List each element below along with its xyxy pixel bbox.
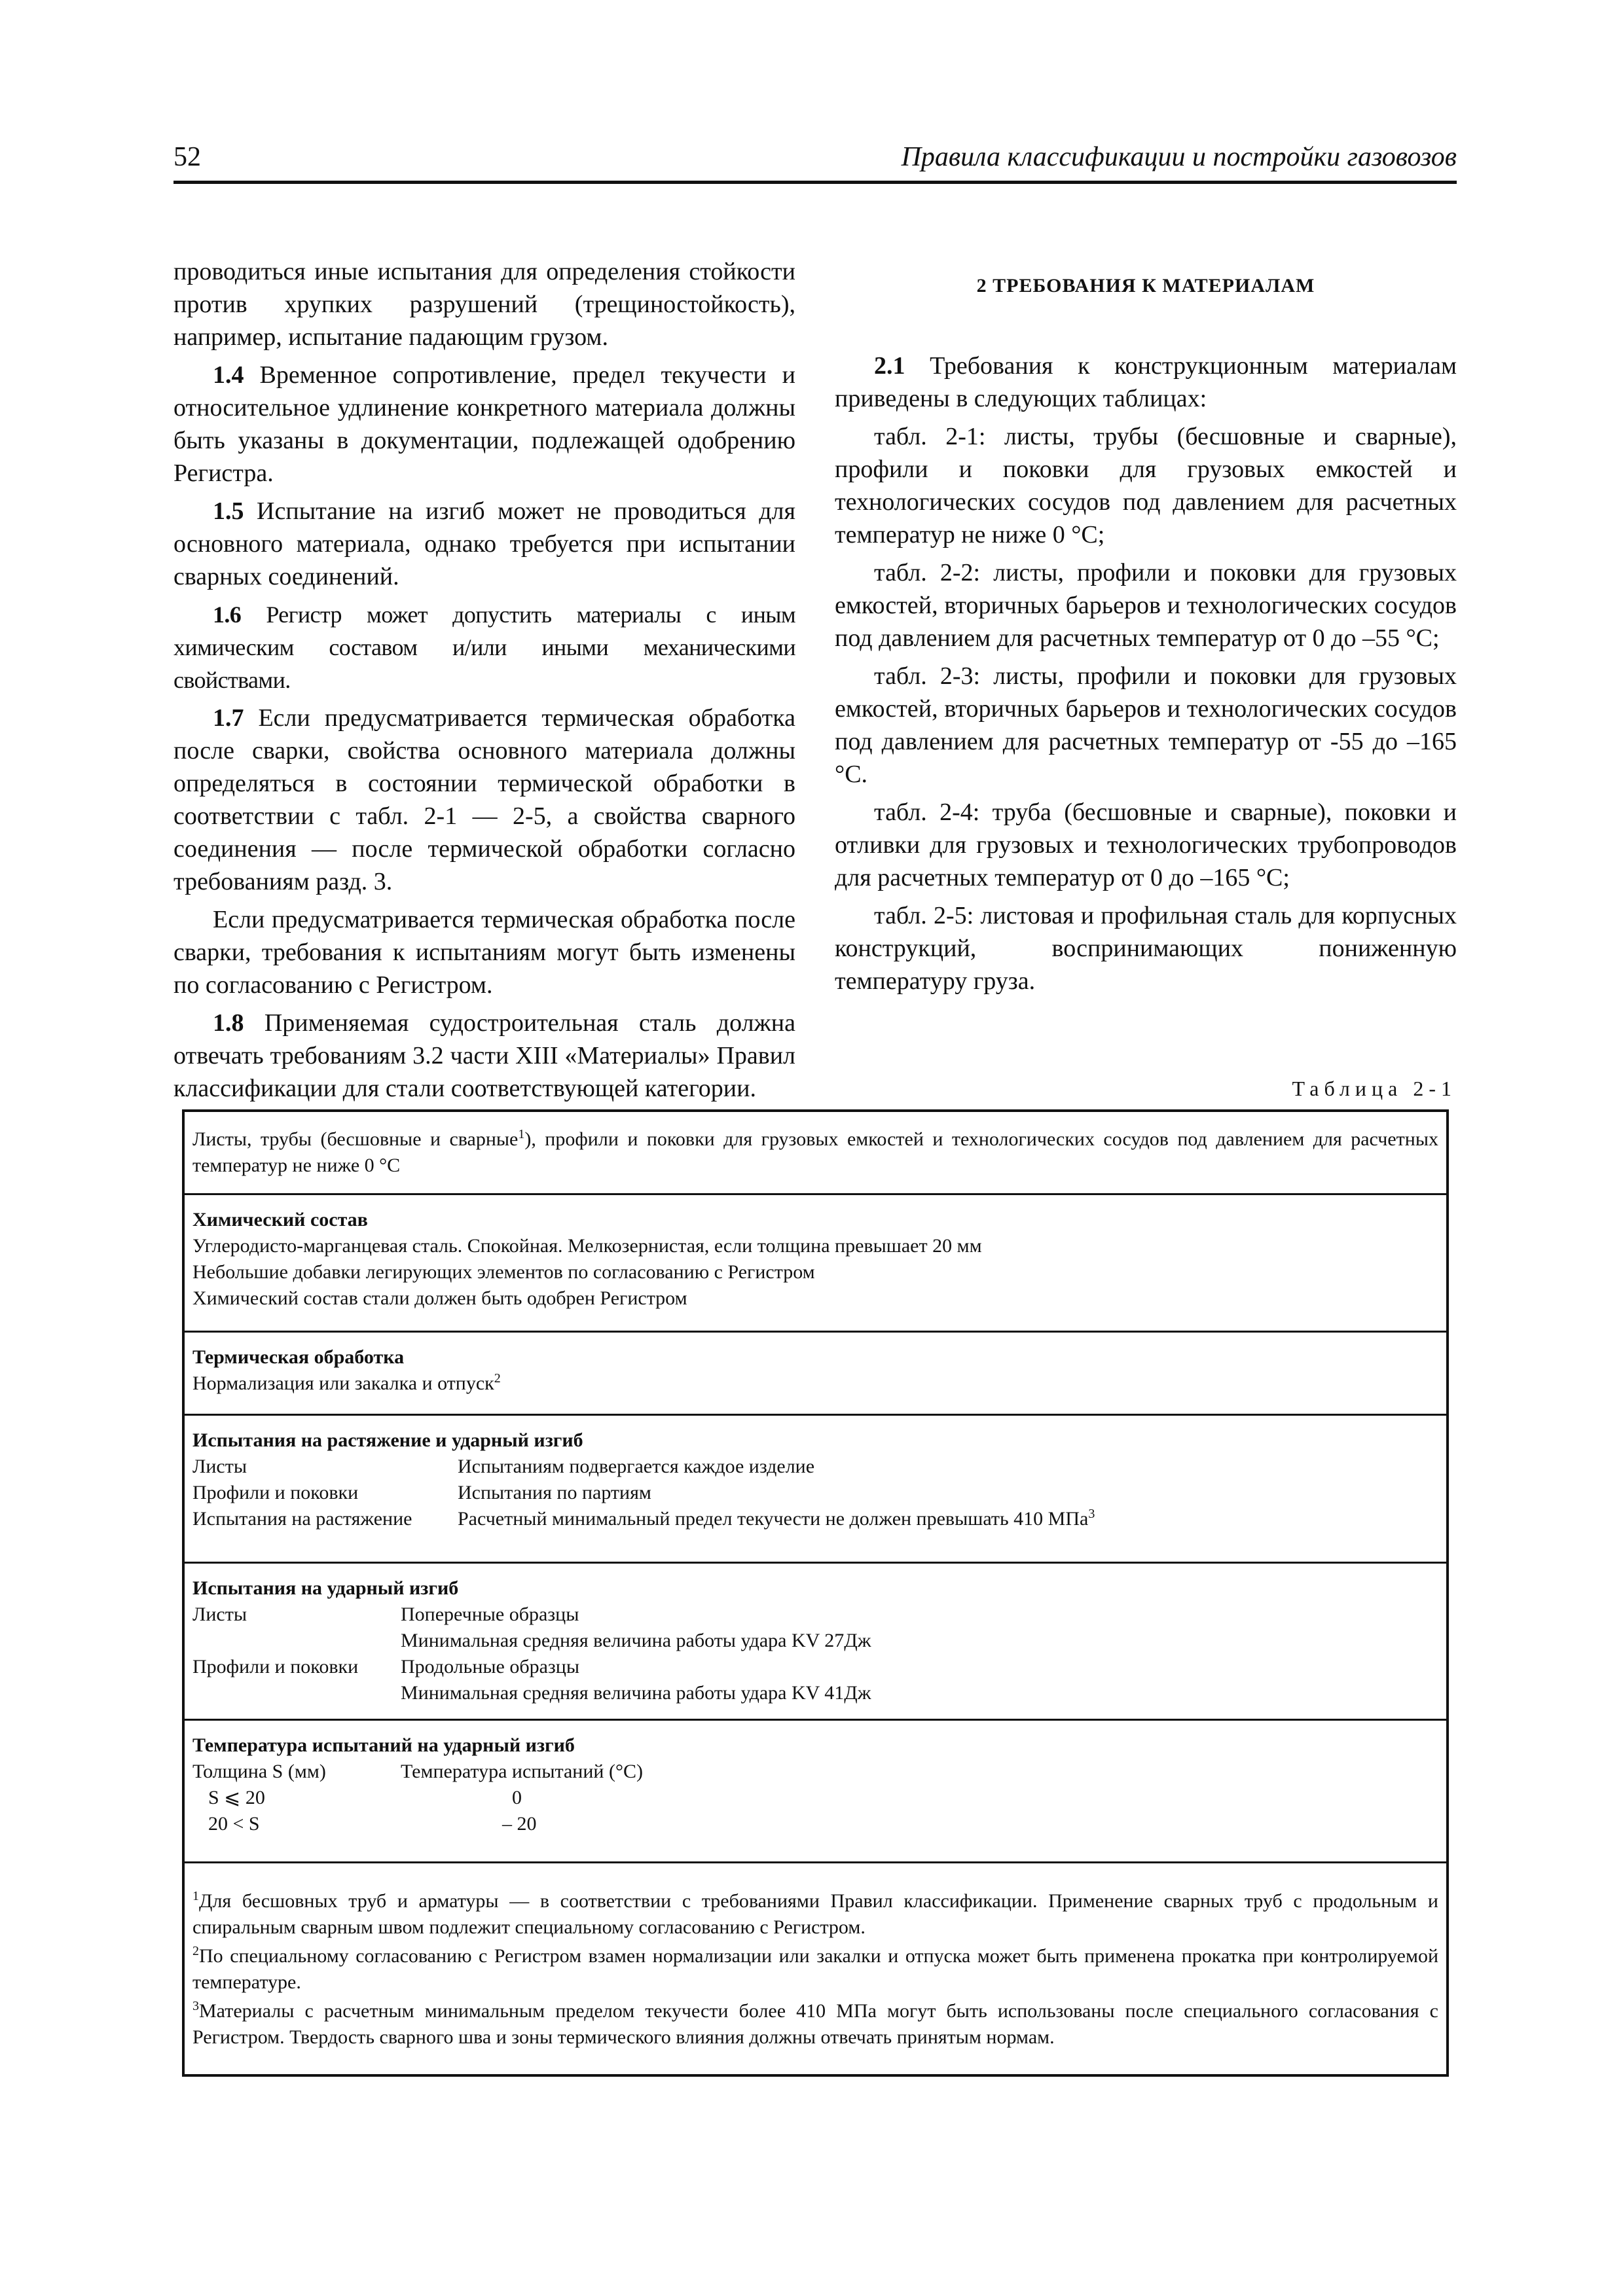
paragraph-text: Требования к конструкционным материалам приведены в следующих таблицах: <box>835 352 1457 412</box>
running-title: Правила классификации и постройки газовозов <box>901 142 1457 172</box>
footnote-mark: 2 <box>494 1371 501 1386</box>
right-column <box>835 255 1457 1003</box>
clause-number: 2.1 <box>874 352 905 380</box>
table-row <box>192 1785 1438 1811</box>
section-title: Испытания на ударный изгиб <box>192 1577 459 1599</box>
temperature-cell: – 20 <box>502 1813 537 1835</box>
clause-number: 1.7 <box>213 704 244 732</box>
table-ref-2-5: табл. 2-5: листовая и профильная сталь для корпусных конструкций, воспринимающих пониженную температуру груза. <box>835 902 1457 995</box>
paragraph-1-8 <box>173 1007 795 1105</box>
heat-treatment-text <box>192 1371 1438 1397</box>
column-header: Температура испытаний (°С) <box>401 1761 643 1782</box>
paragraph-1-6 <box>173 598 795 696</box>
table-label: Таблица 2-1 <box>1292 1077 1457 1100</box>
clause-number: 1.6 <box>213 601 242 628</box>
section-title: Температура испытаний на ударный изгиб <box>192 1734 575 1756</box>
table-row <box>192 1628 1438 1654</box>
table-row <box>192 1680 1438 1706</box>
footnote <box>192 1998 1438 2051</box>
paragraph-1-7 <box>173 702 795 898</box>
row-value: Продольные образцы <box>401 1656 579 1677</box>
clause-number: 1.8 <box>213 1009 244 1037</box>
row-label: Листы <box>192 1456 247 1477</box>
chem-line: Небольшие добавки легирующих элементов по согласованию с Регистром <box>192 1261 815 1283</box>
section-title: Химический состав <box>192 1209 368 1230</box>
row-label: Испытания на растяжение <box>192 1508 412 1530</box>
chem-line: Углеродисто-марганцевая сталь. Спокойная. Мелкозернистая, если толщина превышает 20 мм <box>192 1235 982 1257</box>
temperature-cell: 0 <box>512 1787 522 1808</box>
table-ref-2-3: табл. 2-3: листы, профили и поковки для грузовых емкостей, вторичных барьеров и технологических сосудов под давлением для расчетных температур от -55 до –165 °С. <box>835 662 1457 788</box>
paragraph-text: Регистр может допустить материалы с иным химическим составом и/или иными механическими свойствами. <box>173 601 795 693</box>
row-value: Минимальная средняя величина работы удара KV 41Дж <box>401 1682 871 1704</box>
impact-test-section <box>185 1564 1446 1721</box>
left-column <box>173 255 795 1110</box>
footnote-mark: 3 <box>1088 1507 1095 1521</box>
footnote-mark: 3 <box>192 1999 199 2013</box>
caption-text: ), профили и поковки для грузовых емкостей и технологических сосудов под давлением для расчетных температур не ниже 0 °С <box>192 1128 1438 1176</box>
blank-cell <box>192 1680 401 1706</box>
row-value: Поперечные образцы <box>401 1604 579 1625</box>
paragraph-text: Испытание на изгиб может не проводиться для основного материала, однако требуется при испытании сварных соединений. <box>173 497 795 590</box>
footnote-text: По специальному согласованию с Регистром взамен нормализации или закалки и отпуска может быть применена прокатка при контролируемой температуре. <box>192 1945 1438 1993</box>
chem-line: Химический состав стали должен быть одобрен Регистром <box>192 1287 687 1309</box>
row-label: Профили и поковки <box>192 1482 359 1503</box>
row-label: Профили и поковки <box>192 1656 359 1677</box>
table-caption <box>192 1126 1438 1179</box>
section-title: Испытания на растяжение и ударный изгиб <box>192 1429 583 1451</box>
table-header-row <box>192 1759 1438 1785</box>
row-value: Минимальная средняя величина работы удара KV 27Дж <box>401 1630 871 1651</box>
paragraph-1-5 <box>173 495 795 593</box>
table-row <box>192 1480 1438 1506</box>
footnote-mark: 1 <box>192 1889 199 1903</box>
footnote-mark: 2 <box>192 1944 199 1958</box>
row-label: Листы <box>192 1604 247 1625</box>
paragraph-text: Если предусматривается термическая обработка после сварки, свойства основного материала должны определяться в состоянии термической обработки в соответствии с табл. 2-1 — 2-5, а свойства сварного соединения — после термической обработки согласно требованиям разд. 3. <box>173 704 795 895</box>
thickness-cell: S ⩽ 20 <box>208 1787 265 1808</box>
section-title: Термическая обработка <box>192 1346 405 1368</box>
footnote-text: Материалы с расчетным минимальным пределом текучести более 410 МПа могут быть использованы после специального согласования с Регистром. Твердость сварного шва и зоны термического влияния должны отвечать принятым нормам. <box>192 2000 1438 2048</box>
row-value <box>458 1506 1095 1532</box>
row-value: Испытаниям подвергается каждое изделие <box>458 1456 815 1477</box>
impact-temperature-section <box>185 1721 1446 1863</box>
paragraph-continuation: проводиться иные испытания для определения стойкости против хрупких разрушений (трещиностойкость), например, испытание падающим грузом. <box>173 258 795 351</box>
table-row <box>192 1811 1438 1837</box>
table-row <box>192 1602 1438 1628</box>
clause-number: 1.4 <box>213 361 244 389</box>
row-value: Испытания по партиям <box>458 1482 651 1503</box>
paragraph-1-4 <box>173 359 795 490</box>
table-caption-section <box>185 1112 1446 1195</box>
table-row <box>192 1506 1438 1532</box>
footnote-text: Для бесшовных труб и арматуры — в соответствии с требованиями Правил классификации. Применение сварных труб с продольным и спиральным сварным швом подлежит специальному согласованию с Регистром. <box>192 1890 1438 1938</box>
page-number: 52 <box>173 142 201 172</box>
footnote-mark: 1 <box>518 1127 525 1141</box>
paragraph-2-1 <box>835 350 1457 415</box>
caption-text: Листы, трубы (бесшовные и сварные <box>192 1128 519 1150</box>
tensile-impact-section <box>185 1416 1446 1564</box>
table-2-1 <box>182 1109 1449 2077</box>
heat-treatment-section <box>185 1333 1446 1416</box>
blank-cell <box>192 1628 401 1654</box>
section-heading: 2 ТРЕБОВАНИЯ К МАТЕРИАЛАМ <box>976 275 1315 296</box>
chemical-composition-section <box>185 1195 1446 1333</box>
footnotes-section <box>185 1863 1446 2074</box>
table-ref-2-2: табл. 2-2: листы, профили и поковки для грузовых емкостей, вторичных барьеров и технологических сосудов под давлением для расчетных температур от 0 до –55 °С; <box>835 559 1457 652</box>
column-header: Толщина S (мм) <box>192 1761 326 1782</box>
paragraph-text: Применяемая судостроительная сталь должна отвечать требованиям 3.2 части XIII «Материалы» Правил классификации для стали соответствующей категории. <box>173 1009 795 1102</box>
heat-text: Нормализация или закалка и отпуск <box>192 1372 494 1394</box>
table-ref-2-4: табл. 2-4: труба (бесшовные и сварные), поковки и отливки для грузовых и технологических трубопроводов для расчетных температур от 0 до –165 °С; <box>835 798 1457 891</box>
paragraph-text: Временное сопротивление, предел текучести и относительное удлинение конкретного материала должны быть указаны в документации, подлежащей одобрению Регистра. <box>173 361 795 487</box>
thickness-cell: 20 < S <box>208 1813 260 1835</box>
footnote <box>192 1943 1438 1996</box>
table-ref-2-1: табл. 2-1: листы, трубы (бесшовные и сварные), профили и поковки для грузовых емкостей и технологических сосудов под давлением для расчетных температур не ниже 0 °С; <box>835 423 1457 548</box>
paragraph-heat-treatment: Если предусматривается термическая обработка после сварки, требования к испытаниям могут быть изменены по согласованию с Регистром. <box>173 906 795 999</box>
row-value-text: Расчетный минимальный предел текучести не должен превышать 410 МПа <box>458 1508 1089 1530</box>
page-header <box>173 139 1457 184</box>
footnote <box>192 1888 1438 1941</box>
clause-number: 1.5 <box>213 497 244 525</box>
table-row <box>192 1654 1438 1680</box>
table-row <box>192 1454 1438 1480</box>
